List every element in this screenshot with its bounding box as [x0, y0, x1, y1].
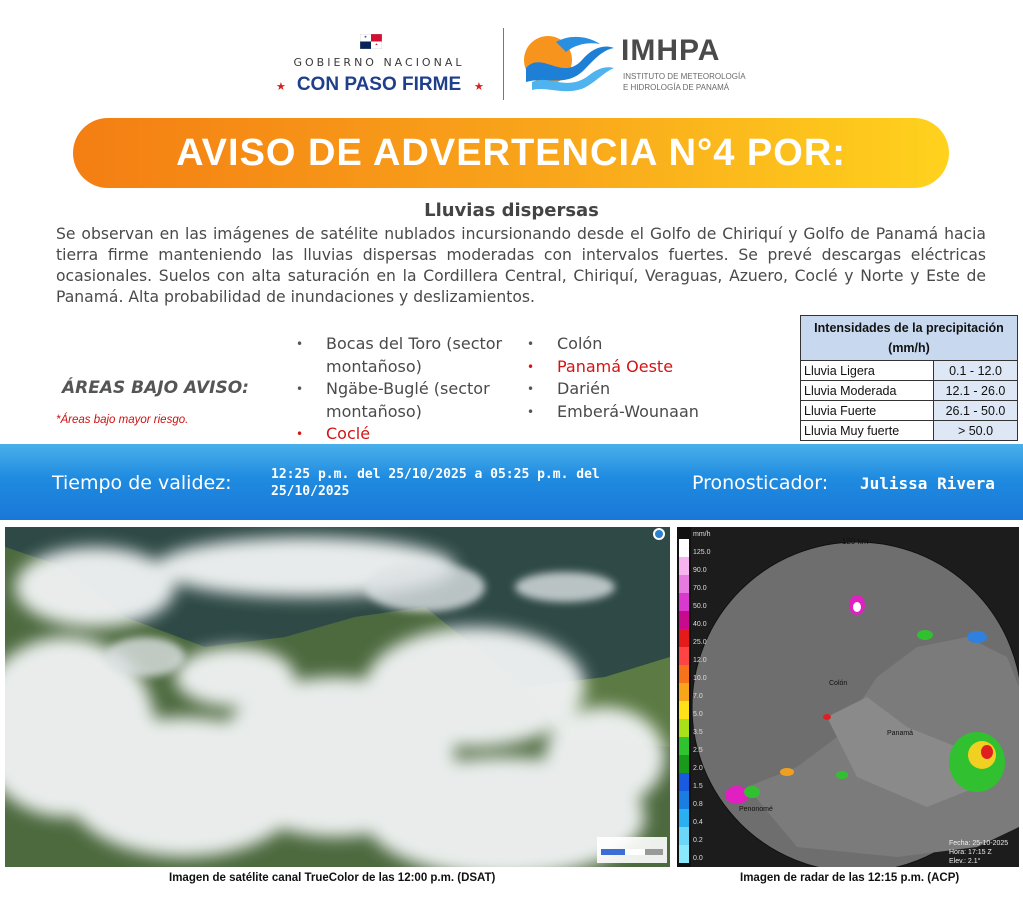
imhpa-name: IMHPA [621, 34, 721, 67]
radar-picture [677, 527, 1019, 867]
svg-text:125.0: 125.0 [693, 549, 711, 556]
table-header: Intensidades de la precipitación (mm/h) [801, 316, 1018, 361]
satellite-image [5, 527, 670, 867]
imhpa-subtitle-2: E HIDROLOGÍA DE PANAMÁ [623, 83, 730, 92]
panama-flag-icon [360, 34, 382, 49]
svg-text:5.0: 5.0 [693, 711, 703, 718]
svg-text:7.0: 7.0 [693, 693, 703, 700]
validity-bar [0, 444, 1023, 520]
table-row: Lluvia Muy fuerte > 50.0 [801, 421, 1018, 441]
svg-text:0.4: 0.4 [693, 819, 703, 826]
svg-text:50.0: 50.0 [693, 603, 707, 610]
area-item-high-risk: • Coclé [296, 423, 526, 446]
gobierno-nacional-logo [268, 34, 490, 104]
radar-place-colon: Colón [829, 680, 848, 687]
satellite-picture [5, 527, 670, 867]
areas-title: ÁREAS BAJO AVISO: [62, 378, 249, 398]
gov-line2: CON PASO FIRME [296, 74, 462, 95]
areas-risk-note: *Áreas bajo mayor riesgo. [56, 414, 189, 426]
svg-text:70.0: 70.0 [693, 585, 707, 592]
bullet-icon: • [296, 427, 304, 441]
svg-text:1.5: 1.5 [693, 783, 703, 790]
areas-list-2 [527, 333, 737, 423]
area-item: • Darién [527, 378, 737, 401]
svg-text:40.0: 40.0 [693, 621, 707, 628]
imhpa-subtitle-1: INSTITUTO DE METEOROLOGÍA [623, 72, 746, 81]
svg-text:3.5: 3.5 [693, 729, 703, 736]
imhpa-logo-icon [522, 30, 616, 96]
bullet-icon: • [296, 382, 304, 396]
radar-image [677, 527, 1019, 867]
warning-banner [73, 118, 949, 188]
validity-label: Tiempo de validez: [52, 472, 232, 494]
svg-text:0.2: 0.2 [693, 837, 703, 844]
table-row: Lluvia Moderada 12.1 - 26.0 [801, 381, 1018, 401]
forecaster-name: Julissa Rivera [860, 474, 995, 493]
forecaster-label: Pronosticador: [692, 472, 829, 494]
svg-text:90.0: 90.0 [693, 567, 707, 574]
bullet-icon: • [527, 382, 535, 396]
validity-value: 12:25 p.m. del 25/10/2025 a 05:25 p.m. del 25/10/2025 [271, 467, 600, 499]
bullet-icon: • [527, 404, 535, 419]
area-item: • Emberá-Wounaan [527, 401, 737, 424]
gov-line1: GOBIERNO NACIONAL [293, 56, 465, 69]
table-row: Lluvia Ligera 0.1 - 12.0 [801, 361, 1018, 381]
radar-elevation: Elev.: 2.1° [949, 858, 981, 865]
table-row: Lluvia Fuerte 26.1 - 50.0 [801, 401, 1018, 421]
warning-title: AVISO DE ADVERTENCIA N°4 POR: [176, 132, 846, 174]
svg-text:2.0: 2.0 [693, 765, 703, 772]
radar-colorscale [679, 539, 689, 863]
svg-text:10.0: 10.0 [693, 675, 707, 682]
radar-place-panama: Panamá [887, 730, 914, 737]
header-divider [503, 28, 504, 100]
phenomenon-title: Lluvias dispersas [424, 200, 599, 221]
svg-text:0.8: 0.8 [693, 801, 703, 808]
svg-text:2.5: 2.5 [693, 747, 703, 754]
radar-time: Hora: 17:15 Z [949, 849, 992, 856]
warning-description: Se observan en las imágenes de satélite nublados incursionando desde el Golfo de Chiriquí y Golfo de Panamá hacia tierra firme manteniendo las lluvias dispersas moderadas con intervalos fuertes. Se prevé descargas eléctricas ocasionales. Suelos con alta saturación en la Cordillera Central, Chiriquí, Veraguas, Azuero, Coclé y Norte y Este de Panamá. Alta probabilidad de inundaciones y deslizamientos. [56, 225, 986, 306]
star-icon: ★ [474, 80, 484, 93]
radar-range-label: 120 km [842, 537, 869, 546]
radar-place-penonome: Penonomé [739, 806, 773, 813]
area-item: • Ngäbe-Buglé (sector montañoso) [296, 379, 490, 421]
area-item: • Colón [527, 333, 737, 356]
area-item-high-risk: • Panamá Oeste [527, 356, 737, 379]
areas-list-1 [296, 333, 526, 446]
satellite-caption: Imagen de satélite canal TrueColor de las 12:00 p.m. (DSAT) [169, 872, 496, 884]
bullet-icon: • [296, 337, 304, 351]
bullet-icon: • [527, 337, 535, 351]
bullet-icon: • [527, 359, 535, 374]
star-icon: ★ [276, 80, 286, 93]
svg-text:0.0: 0.0 [693, 855, 703, 862]
radar-caption: Imagen de radar de las 12:15 p.m. (ACP) [740, 872, 960, 884]
precipitation-intensity-table [800, 315, 1018, 441]
svg-text:25.0: 25.0 [693, 639, 707, 646]
area-item: • Bocas del Toro (sector montañoso) [296, 334, 503, 376]
svg-text:12.0: 12.0 [693, 657, 707, 664]
radar-scale-unit: mm/h [693, 531, 711, 538]
radar-date: Fecha: 25-10-2025 [949, 840, 1009, 847]
